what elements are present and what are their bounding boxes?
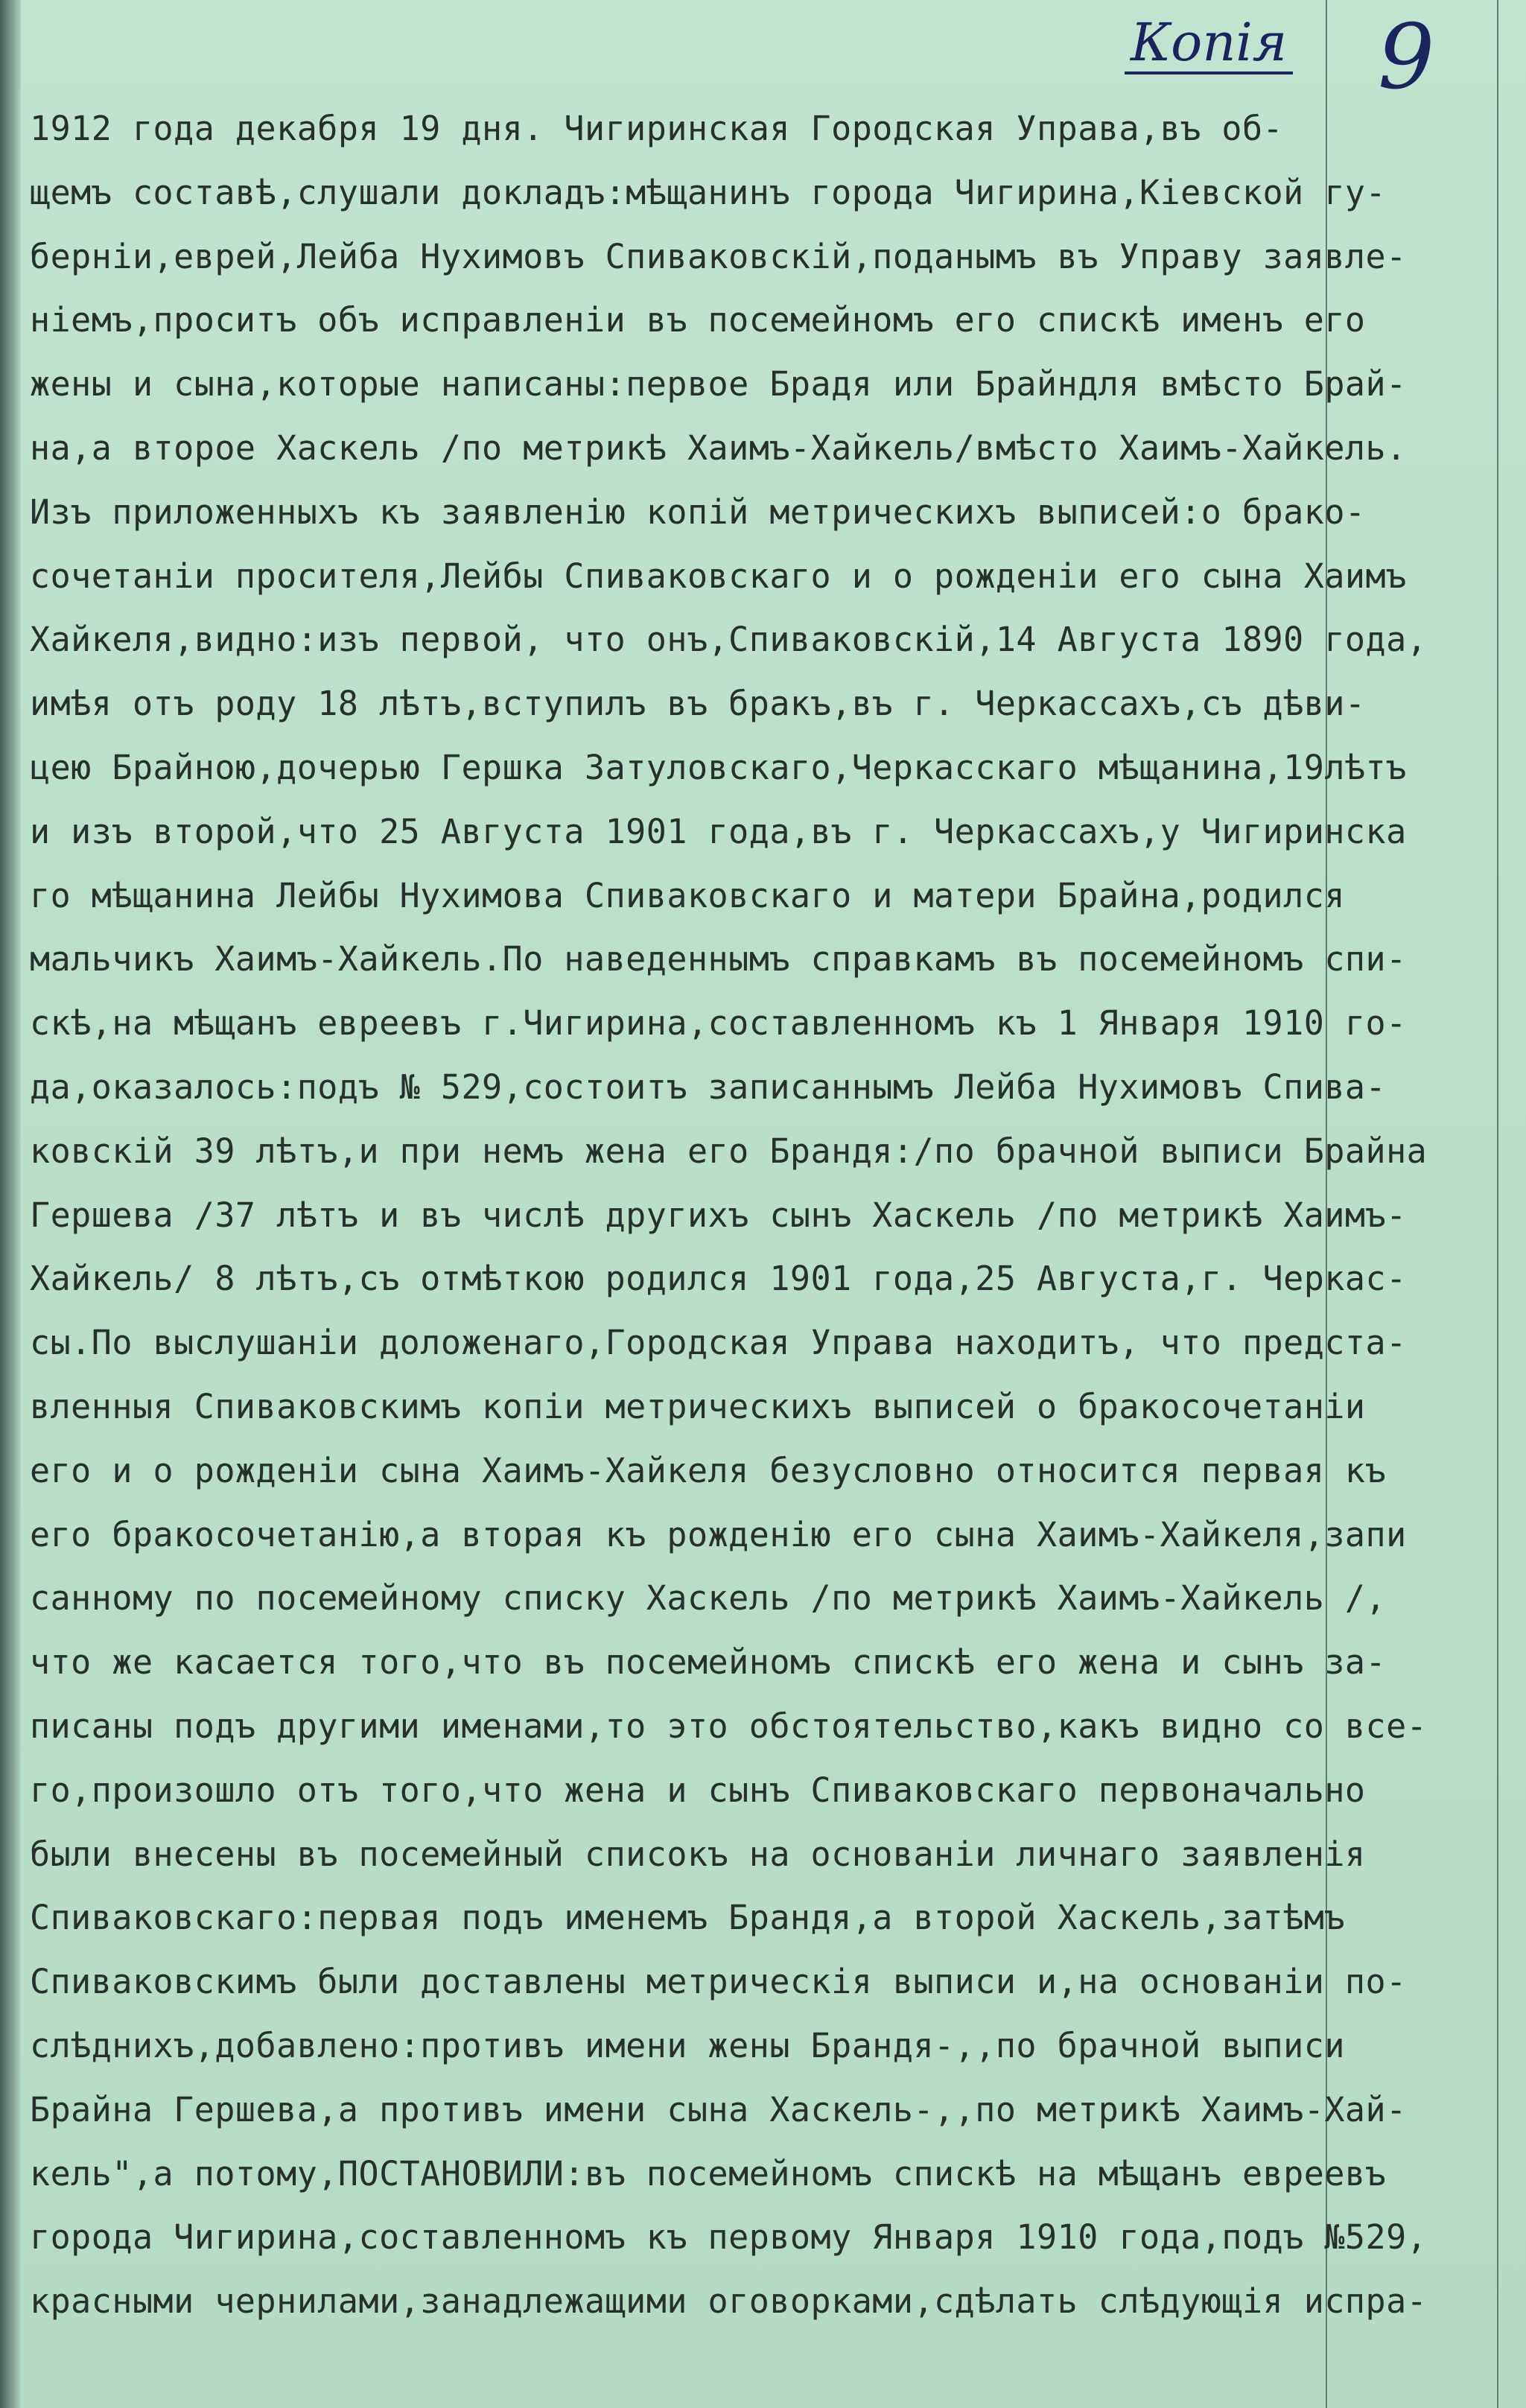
text-line: на,а второе Хаскель /по метрикѣ Хаимъ-Хайкель/вмѣсто Хаимъ-Хайкель. bbox=[30, 428, 1407, 468]
page-binding-edge bbox=[0, 0, 21, 2408]
text-line: его бракосочетанію,а вторая къ рожденію его сына Хаимъ-Хайкеля,запи bbox=[30, 1514, 1407, 1554]
text-line: щемъ составѣ,слушали докладъ:мѣщанинъ города Чигирина,Кіевской гу- bbox=[30, 172, 1387, 212]
text-line: скѣ,на мѣщанъ евреевъ г.Чигирина,составленномъ къ 1 Января 1910 го- bbox=[30, 1003, 1407, 1043]
text-line: красными чернилами,занадлежащими оговорками,сдѣлать слѣдующія испра- bbox=[30, 2281, 1428, 2322]
text-line: да,оказалось:подъ № 529,состоитъ записаннымъ Лейба Нухимовъ Спива- bbox=[30, 1067, 1387, 1107]
text-line: кель",а потому,ПОСТАНОВИЛИ:въ посемейномъ спискѣ на мѣщанъ евреевъ bbox=[30, 2153, 1387, 2193]
text-line: Хайкель/ 8 лѣтъ,съ отмѣткою родился 1901 года,25 Августа,г. Черкас- bbox=[30, 1259, 1407, 1299]
text-line: го,произошло отъ того,что жена и сынъ Спиваковскаго первоначально bbox=[30, 1770, 1366, 1810]
text-line: вленныя Спиваковскимъ копіи метрическихъ выписей о бракосочетаніи bbox=[30, 1386, 1366, 1426]
text-line: го мѣщанина Лейбы Нухимова Спиваковскаго и матери Брайна,родился bbox=[30, 875, 1345, 915]
text-line: жены и сына,которые написаны:первое Брадя или Брайндля вмѣсто Брай- bbox=[30, 364, 1407, 404]
text-line: мальчикъ Хаимъ-Хайкель.По наведеннымъ справкамъ въ посемейномъ спи- bbox=[30, 939, 1407, 979]
text-line: цею Брайною,дочерью Гершка Затуловскаго,Черкасскаго мѣщанина,19лѣтъ bbox=[30, 747, 1407, 787]
text-line: Хайкеля,видно:изъ первой, что онъ,Спиваковскій,14 Августа 1890 года, bbox=[30, 620, 1428, 660]
text-line: Гершева /37 лѣтъ и въ числѣ другихъ сынъ Хаскель /по метрикѣ Хаимъ- bbox=[30, 1195, 1407, 1235]
text-line: 1912 года декабря 19 дня. Чигиринская Городская Управа,въ об- bbox=[30, 109, 1284, 148]
text-line: Брайна Гершева,а противъ имени сына Хаскель-,,по метрикѣ Хаимъ-Хай- bbox=[30, 2089, 1407, 2129]
text-line: Изъ приложенныхъ къ заявленію копій метрическихъ выписей:о брако- bbox=[30, 492, 1366, 532]
text-line: были внесены въ посемейный списокъ на основаніи личнаго заявленія bbox=[30, 1834, 1366, 1874]
text-line: ковскій 39 лѣтъ,и при немъ жена его Брандя:/по брачной выписи Брайна bbox=[30, 1131, 1428, 1171]
text-line: имѣя отъ роду 18 лѣтъ,вступилъ въ бракъ,въ г. Черкассахъ,съ дѣви- bbox=[30, 684, 1366, 724]
text-line: берніи,еврей,Лейба Нухимовъ Спиваковскій,поданымъ въ Управу заявле- bbox=[30, 236, 1407, 276]
text-line: Спиваковскаго:первая подъ именемъ Брандя,а второй Хаскель,затѣмъ bbox=[30, 1898, 1345, 1938]
text-line: его и о рожденіи сына Хаимъ-Хайкеля безусловно относится первая къ bbox=[30, 1450, 1387, 1490]
page-number: 9 bbox=[1378, 6, 1435, 109]
margin-rule-right bbox=[1497, 0, 1498, 2408]
text-line: что же касается того,что въ посемейномъ спискѣ его жена и сынъ за- bbox=[30, 1642, 1387, 1683]
text-line: сы.По выслушаніи доложенаго,Городская Управа находитъ, что предста- bbox=[30, 1323, 1407, 1363]
text-line: санному по посемейному списку Хаскель /по метрикѣ Хаимъ-Хайкель /, bbox=[30, 1578, 1387, 1618]
text-line: писаны подъ другими именами,то это обстоятельство,какъ видно со все- bbox=[30, 1706, 1428, 1746]
body-text bbox=[30, 97, 1428, 2334]
text-line: и изъ второй,что 25 Августа 1901 года,въ г. Черкассахъ,у Чигиринска bbox=[30, 811, 1407, 851]
text-line: слѣднихъ,добавлено:противъ имени жены Брандя-,,по брачной выписи bbox=[30, 2025, 1345, 2065]
copy-header-note: Копія bbox=[1125, 16, 1293, 74]
text-line: сочетаніи просителя,Лейбы Спиваковскаго и о рожденіи его сына Хаимъ bbox=[30, 556, 1407, 596]
text-line: Спиваковскимъ были доставлены метрическія выписи и,на основаніи по- bbox=[30, 1962, 1407, 2002]
text-line: ніемъ,проситъ объ исправленіи въ посемейномъ его спискѣ именъ его bbox=[30, 300, 1366, 340]
text-line: города Чигирина,составленномъ къ первому Января 1910 года,подъ №529, bbox=[30, 2217, 1428, 2258]
